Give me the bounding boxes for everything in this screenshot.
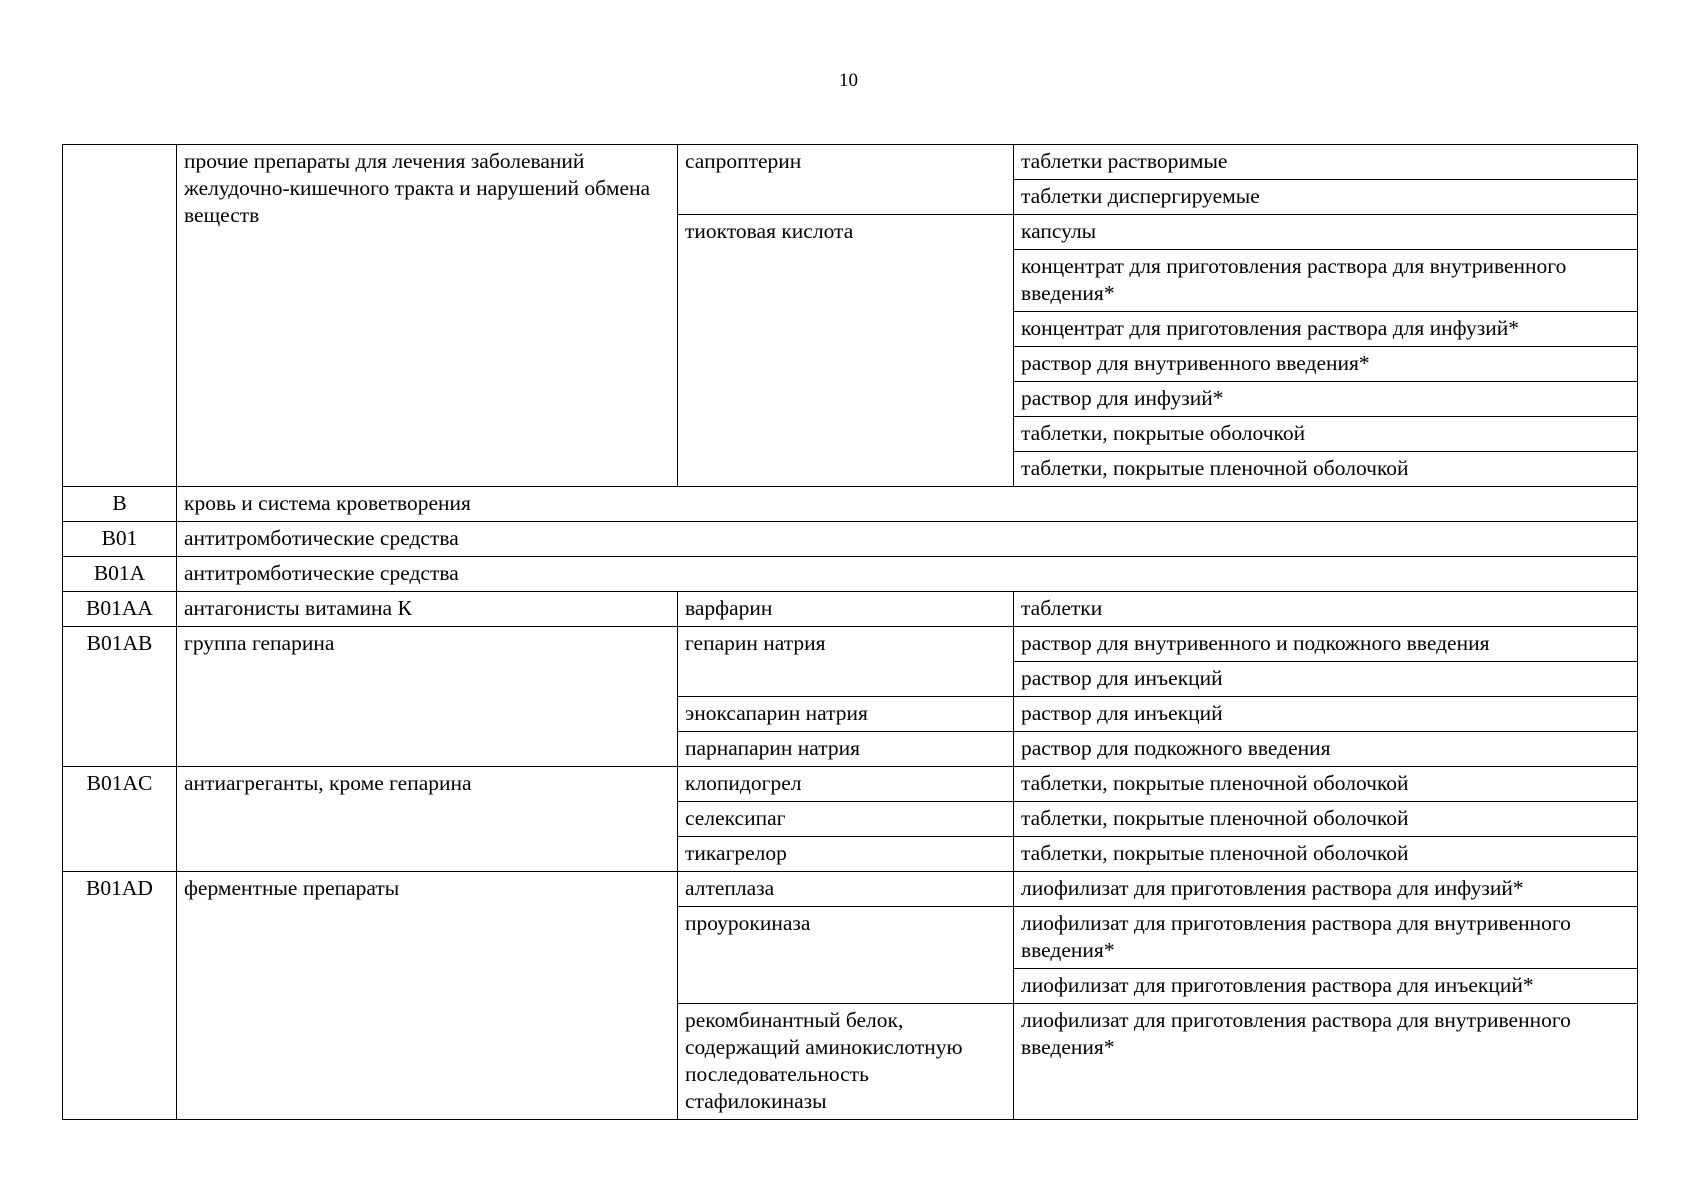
drug-name-cell: алтеплаза [678,872,1014,907]
dosage-form-cell: таблетки диспергируемые [1014,180,1638,215]
group-name-cell: кровь и система кроветворения [177,487,1638,522]
atc-code-cell: B01AD [63,872,177,1120]
dosage-form-cell: таблетки [1014,592,1638,627]
atc-code-cell: B01AB [63,627,177,767]
drug-name-cell: рекомбинантный белок, содержащий аминокислотную последовательность стафилокиназы [678,1004,1014,1120]
dosage-form-cell: лиофилизат для приготовления раствора для внутривенного введения* [1014,907,1638,969]
dosage-form-cell: лиофилизат для приготовления раствора для инфузий* [1014,872,1638,907]
group-name-cell: антитромботические средства [177,557,1638,592]
group-name-cell: группа гепарина [177,627,678,767]
dosage-form-cell: раствор для инъекций [1014,662,1638,697]
dosage-form-cell: таблетки, покрытые пленочной оболочкой [1014,802,1638,837]
table-row [63,592,1638,627]
drug-name-cell: тиоктовая кислота [678,215,1014,487]
page-number: 10 [839,70,858,91]
group-name-cell: ферментные препараты [177,872,678,1120]
group-name-cell: антитромботические средства [177,522,1638,557]
drug-name-cell: селексипаг [678,802,1014,837]
table-row [63,522,1638,557]
table-row [63,487,1638,522]
group-name-cell: антиагреганты, кроме гепарина [177,767,678,872]
drug-name-cell: гепарин натрия [678,627,1014,697]
dosage-form-cell: раствор для инфузий* [1014,382,1638,417]
atc-code-cell [63,145,177,487]
group-name-cell: прочие препараты для лечения заболеваний желудочно-кишечного тракта и нарушений обмена веществ [177,145,678,487]
drug-name-cell: проурокиназа [678,907,1014,1004]
atc-code-cell: B01A [63,557,177,592]
dosage-form-cell: капсулы [1014,215,1638,250]
dosage-form-cell: таблетки, покрытые пленочной оболочкой [1014,452,1638,487]
atc-code-cell: B01 [63,522,177,557]
drug-name-cell: сапроптерин [678,145,1014,215]
atc-code-cell: B01AA [63,592,177,627]
dosage-form-cell: раствор для внутривенного введения* [1014,347,1638,382]
dosage-form-cell: раствор для внутривенного и подкожного введения [1014,627,1638,662]
dosage-form-cell: лиофилизат для приготовления раствора для внутривенного введения* [1014,1004,1638,1120]
drug-name-cell: эноксапарин натрия [678,697,1014,732]
dosage-form-cell: таблетки растворимые [1014,145,1638,180]
dosage-form-cell: раствор для подкожного введения [1014,732,1638,767]
dosage-form-cell: таблетки, покрытые пленочной оболочкой [1014,767,1638,802]
drug-name-cell: клопидогрел [678,767,1014,802]
dosage-form-cell: концентрат для приготовления раствора для инфузий* [1014,312,1638,347]
dosage-form-cell: таблетки, покрытые пленочной оболочкой [1014,837,1638,872]
table-row [63,767,1638,802]
table-row [63,627,1638,662]
dosage-form-cell: таблетки, покрытые оболочкой [1014,417,1638,452]
atc-code-cell: B01AC [63,767,177,872]
atc-code-cell: B [63,487,177,522]
dosage-form-cell: лиофилизат для приготовления раствора для инъекций* [1014,969,1638,1004]
drug-name-cell: тикагрелор [678,837,1014,872]
table-row [63,145,1638,180]
dosage-form-cell: концентрат для приготовления раствора для внутривенного введения* [1014,250,1638,312]
table-row [63,872,1638,907]
drug-classification-table [62,144,1638,1120]
table-row [63,557,1638,592]
drug-name-cell: парнапарин натрия [678,732,1014,767]
group-name-cell: антагонисты витамина К [177,592,678,627]
dosage-form-cell: раствор для инъекций [1014,697,1638,732]
drug-name-cell: варфарин [678,592,1014,627]
